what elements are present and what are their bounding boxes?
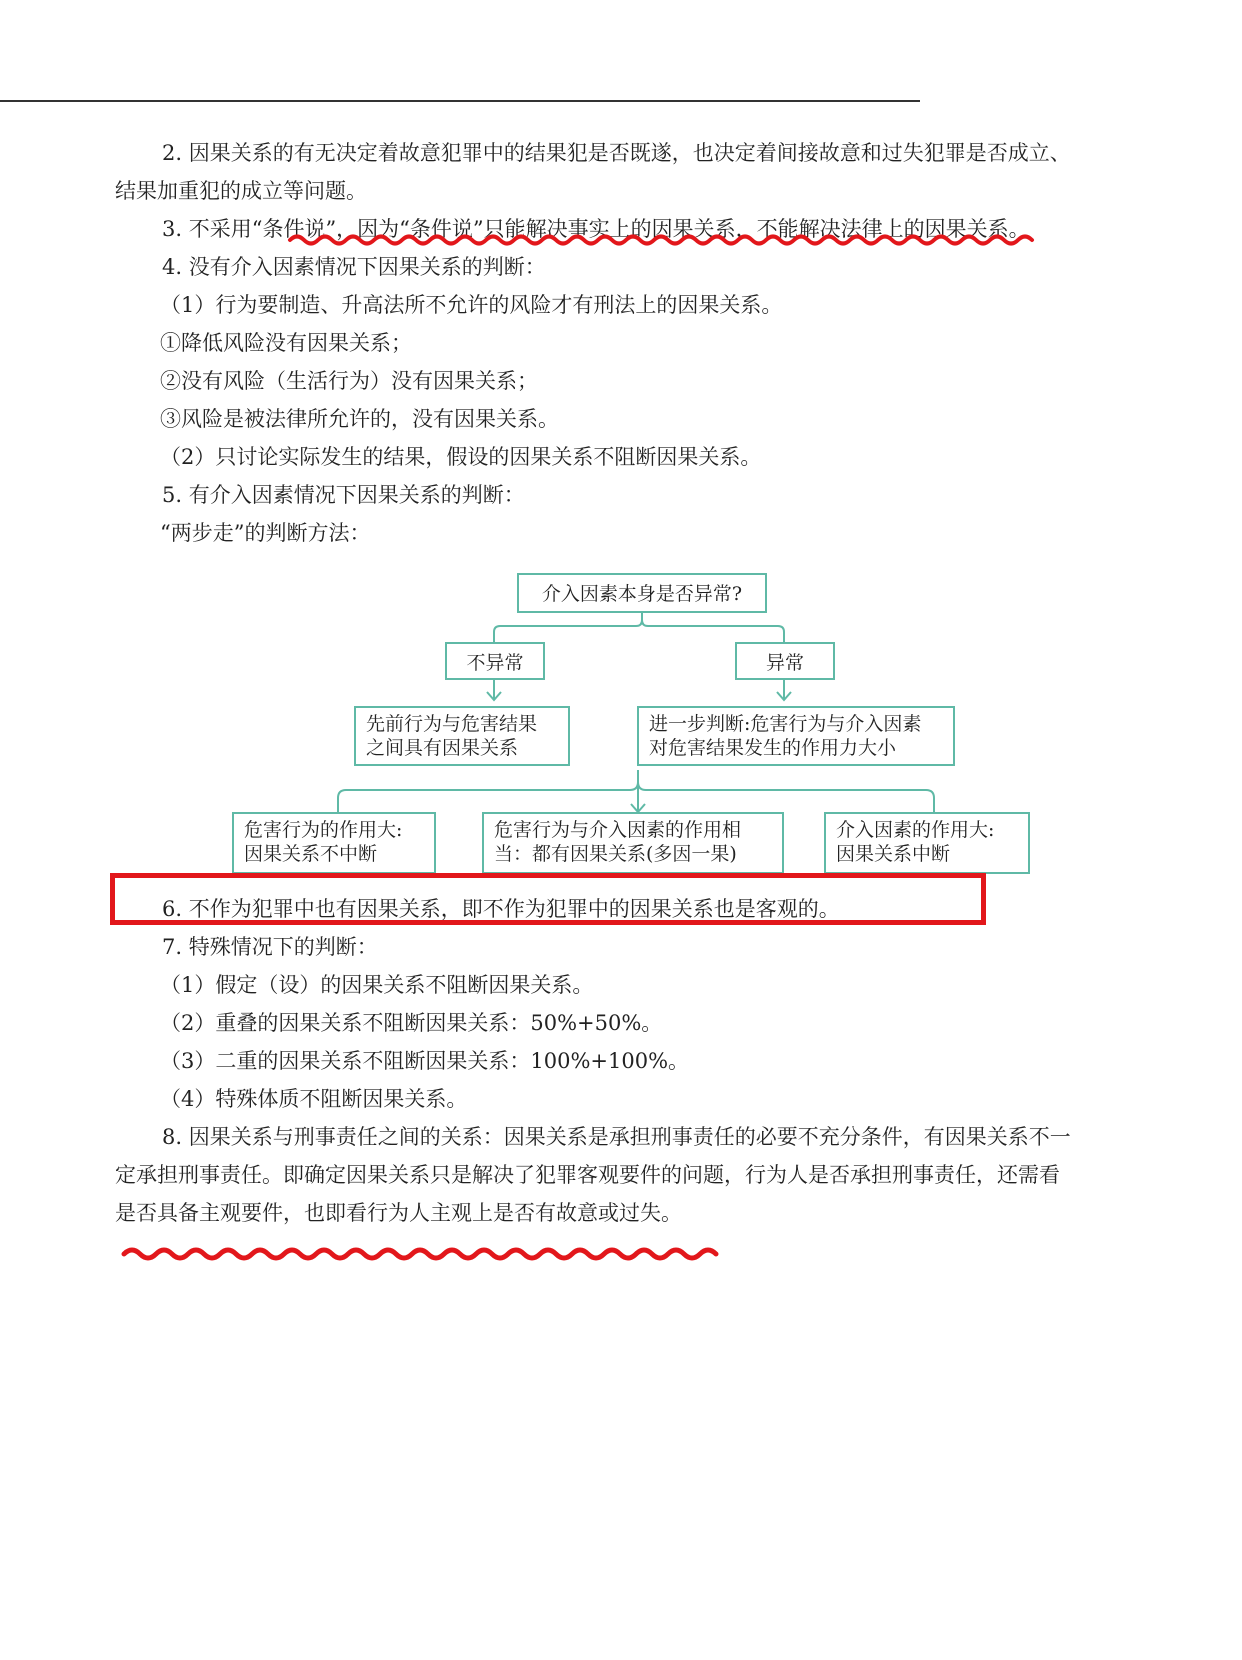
paragraph-6: 6. 不作为犯罪中也有因果关系，即不作为犯罪中的因果关系也是客观的。 bbox=[162, 897, 840, 921]
flowchart-not-abnormal: 不异常 bbox=[445, 642, 545, 680]
flowchart-abnormal: 异常 bbox=[735, 642, 835, 680]
flowchart-outcome-harm-dominant: 危害行为的作用大: 因果关系不中断 bbox=[232, 812, 436, 874]
paragraph-7-4: （4）特殊体质不阻断因果关系。 bbox=[160, 1087, 468, 1111]
flowchart-root: 介入因素本身是否异常? bbox=[517, 573, 767, 613]
paragraph-2-line-2: 结果加重犯的成立等问题。 bbox=[115, 179, 367, 203]
paragraph-4: 4. 没有介入因素情况下因果关系的判断： bbox=[162, 255, 546, 279]
flowchart-further-judgment: 进一步判断:危害行为与介入因素 对危害结果发生的作用力大小 bbox=[637, 706, 955, 766]
red-wavy-underline-paragraph-3 bbox=[290, 237, 1032, 244]
paragraph-4-1-c: ③风险是被法律所允许的，没有因果关系。 bbox=[160, 407, 559, 431]
paragraph-5: 5. 有介入因素情况下因果关系的判断： bbox=[162, 483, 525, 507]
paragraph-3: 3. 不采用“条件说”，因为“条件说”只能解决事实上的因果关系，不能解决法律上的因果关系。 bbox=[162, 217, 1030, 241]
paragraph-7-3: （3）二重的因果关系不阻断因果关系：100%+100%。 bbox=[160, 1049, 690, 1073]
paragraph-7: 7. 特殊情况下的判断： bbox=[162, 935, 378, 959]
paragraph-7-1: （1）假定（设）的因果关系不阻断因果关系。 bbox=[160, 973, 594, 997]
paragraph-2-line-1: 2. 因果关系的有无决定着故意犯罪中的结果犯是否既遂，也决定着间接故意和过失犯罪是否成立、 bbox=[162, 141, 1071, 165]
paragraph-8-line-2: 定承担刑事责任。即确定因果关系只是解决了犯罪客观要件的问题，行为人是否承担刑事责任，还需看 bbox=[115, 1163, 1060, 1187]
paragraph-4-1-a: ①降低风险没有因果关系； bbox=[160, 331, 412, 355]
flowchart-outcome-intervening-dominant: 介入因素的作用大: 因果关系中断 bbox=[824, 812, 1030, 874]
paragraph-8-line-3: 是否具备主观要件，也即看行为人主观上是否有故意或过失。 bbox=[115, 1201, 682, 1225]
paragraph-8-line-1: 8. 因果关系与刑事责任之间的关系：因果关系是承担刑事责任的必要不充分条件，有因果关系不一 bbox=[162, 1125, 1071, 1149]
flowchart-result-left: 先前行为与危害结果 之间具有因果关系 bbox=[354, 706, 570, 766]
paragraph-4-1-b: ②没有风险（生活行为）没有因果关系； bbox=[160, 369, 538, 393]
red-wavy-underline-paragraph-8 bbox=[124, 1250, 716, 1258]
paragraph-5-method: “两步走”的判断方法： bbox=[160, 521, 371, 545]
paragraph-4-1: （1）行为要制造、升高法所不允许的风险才有刑法上的因果关系。 bbox=[160, 293, 783, 317]
flowchart-outcome-equal: 危害行为与介入因素的作用相 当：都有因果关系(多因一果) bbox=[482, 812, 784, 874]
paragraph-4-2: （2）只讨论实际发生的结果，假设的因果关系不阻断因果关系。 bbox=[160, 445, 762, 469]
paragraph-7-2: （2）重叠的因果关系不阻断因果关系：50%+50%。 bbox=[160, 1011, 663, 1035]
